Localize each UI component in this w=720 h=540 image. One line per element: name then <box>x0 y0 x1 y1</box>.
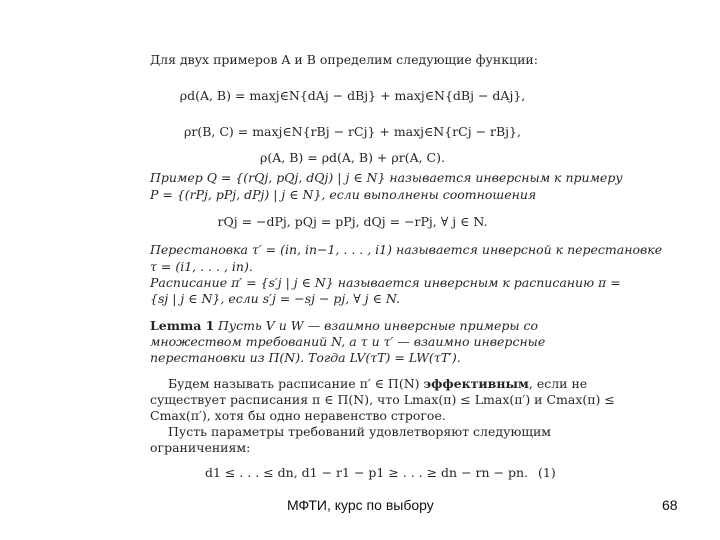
inverse-permutation-line2: τ = (i1, . . . , in). <box>150 259 253 274</box>
equation-constraints: d1 ≤ . . . ≤ dn, d1 − r1 − p1 ≥ . . . ≥ dn − rn − pn. <box>205 465 528 480</box>
efficient-def-line2: существует расписания π ∈ Π(N), что Lmax(π) ≤ Lmax(π′) и Cmax(π) ≤ <box>150 392 615 407</box>
inverse-permutation-line1: Перестановка τ′ = (in, in−1, . . . , i1) называется инверсной к перестановке <box>150 242 663 257</box>
equation-rho-d: ρd(A, B) = maxj∈N{dAj − dBj} + maxj∈N{dBj − dAj}, <box>179 88 526 103</box>
page-number: 68 <box>662 497 678 513</box>
efficient-def-text-a: Будем называть расписание π′ ∈ Π(N) <box>168 376 420 391</box>
inverse-example-line2: P = {(rPj, pPj, dPj) | j ∈ N}, если выполнены соотношения <box>150 187 537 202</box>
efficient-def-line3: Cmax(π′), хотя бы одно неравенство строгое. <box>150 408 446 423</box>
lemma-line1: Пусть V и W — взаимно инверсные примеры со <box>218 318 539 333</box>
efficient-term: эффективным <box>423 376 529 391</box>
constraints-line2: ограничениям: <box>150 440 251 455</box>
equation-number: (1) <box>538 465 556 480</box>
lemma-label <box>150 318 214 334</box>
efficient-def-line1 <box>168 376 587 392</box>
constraints-line1: Пусть параметры требований удовлетворяют следующим <box>168 424 552 439</box>
lemma-line2: множеством требований N, а τ и τ′ — взаимно инверсные <box>150 334 546 349</box>
equation-rho-r: ρr(B, C) = maxj∈N{rBj − rCj} + maxj∈N{rCj − rBj}, <box>184 124 521 139</box>
inverse-schedule-line2: {sj | j ∈ N}, если s′j = −sj − pj, ∀ j ∈ N. <box>150 291 400 306</box>
inverse-example-line1: Пример Q = {(rQj, pQj, dQj) | j ∈ N} называется инверсным к примеру <box>150 170 623 185</box>
inverse-schedule-line1: Расписание π′ = {s′j | j ∈ N} называется инверсным к расписанию π = <box>150 275 621 290</box>
footer-label: МФТИ, курс по выбору <box>287 497 434 513</box>
equation-rho: ρ(A, B) = ρd(A, B) + ρr(A, C). <box>260 150 445 165</box>
intro-line: Для двух примеров A и B определим следующие функции: <box>150 52 538 67</box>
lemma-line3: перестановки из Π(N). Тогда LV(τT) = LW(τT′). <box>150 350 461 365</box>
lemma-title: Lemma 1 <box>150 318 215 333</box>
equation-inverse-relations: rQj = −dPj, pQj = pPj, dQj = −rPj, ∀ j ∈ N. <box>217 214 488 229</box>
efficient-def-text-b: , если не <box>528 376 588 391</box>
